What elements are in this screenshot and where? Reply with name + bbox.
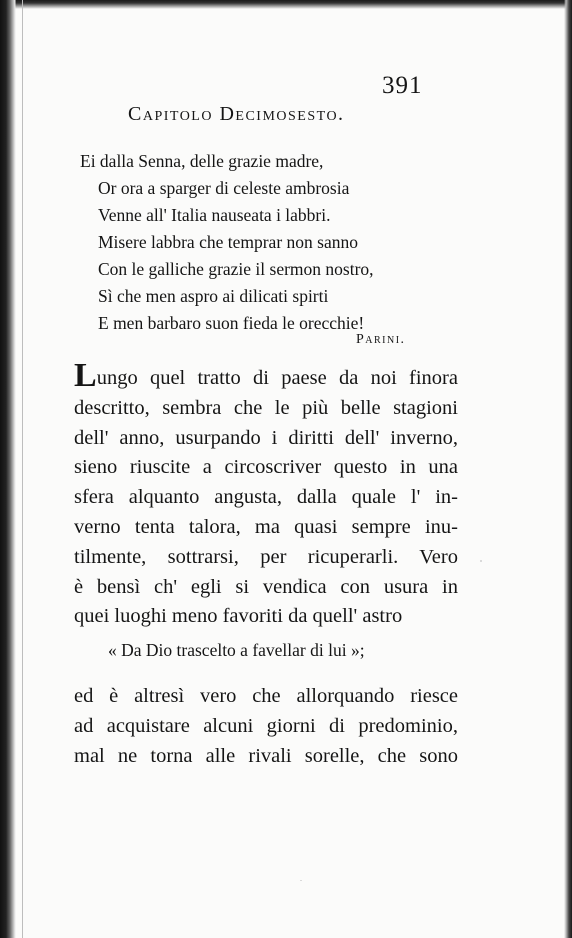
verse-line: Sì che men aspro ai dilicati spirti: [98, 286, 329, 306]
scan-right-edge: [564, 0, 572, 938]
paragraph-2: [74, 682, 458, 771]
paper-speck: [480, 560, 482, 562]
text-line: mal ne torna alle rivali sorelle, che sono: [74, 744, 458, 767]
scan-left-edge: [0, 0, 16, 938]
text-line: ad acquistare alcuni giorni di predominio,: [74, 714, 458, 737]
verse-line: E men barbaro suon fieda le orecchie!: [98, 313, 365, 333]
text-line: ed è altresì vero che allorquando riesce: [74, 685, 458, 707]
epigraph-verse: [80, 148, 460, 337]
verse-line: Con le galliche grazie il sermon nostro,: [98, 259, 374, 279]
first-line-text: ungo quel tratto di paese da noi finora: [96, 367, 458, 389]
chapter-title: Capitolo Decimosesto.: [128, 103, 345, 125]
drop-cap: L: [74, 357, 97, 394]
page-number: 391: [382, 72, 423, 99]
verse-line: Misere labbra che temprar non sanno: [98, 232, 358, 252]
text-line: quei luoghi meno favoriti da quell' astro: [74, 605, 403, 628]
verse-line: Venne all' Italia nauseata i labbri.: [98, 205, 331, 225]
quoted-verse: « Da Dio trascelto a favellar di lui »;: [108, 640, 365, 660]
page-fold-line: [22, 0, 23, 938]
scan-top-edge: [0, 0, 572, 9]
paper-speck: [300, 880, 302, 881]
paragraph-first-line: [74, 357, 458, 394]
epigraph-author: Parini.: [356, 332, 406, 347]
text-line: sfera alquanto angusta, dalla quale l' in-: [74, 486, 458, 509]
verse-line: Or ora a sparger di celeste ambrosia: [98, 178, 350, 198]
paragraph-1: [74, 357, 458, 632]
text-line: descritto, sembra che le più belle stagioni: [74, 396, 458, 419]
text-line: tilmente, sottrarsi, per ricuperarli. Vero: [74, 545, 458, 568]
text-line: verno tenta talora, ma quasi sempre inu-: [74, 515, 458, 538]
verse-line: Ei dalla Senna, delle grazie madre,: [80, 151, 324, 171]
text-line: dell' anno, usurpando i diritti dell' inverno,: [74, 426, 458, 449]
text-line: sieno riuscite a circoscriver questo in una: [74, 456, 458, 479]
text-line: è bensì ch' egli si vendica con usura in: [74, 575, 458, 598]
